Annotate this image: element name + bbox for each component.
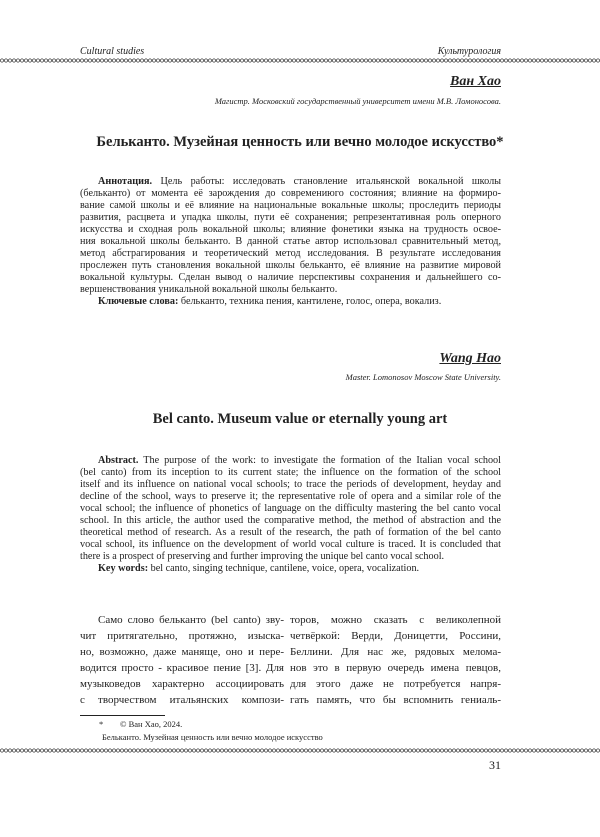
line-text: чит притягательно, протяжно, изыска- [80,630,284,642]
line-text: торов, можно сказать с великолепной [290,614,501,626]
text-line [80,455,501,467]
line-text: искусства и сходная роль вокальной школы; влияние фонетики языка на трудность освое- [80,224,501,235]
text-line [80,491,501,503]
text-line [80,224,501,236]
line-text: Беллини. Для нас же, рядовых мелома- [290,646,501,658]
text-line [80,676,284,692]
text-line [290,628,501,644]
line-text: метод абстрагирования и теоретический метод исследования. В результате исследования [80,248,501,259]
line-text: vocal school, its influence on the development of world vocal culture is traced. It is concluded that [80,539,501,550]
text-line [290,644,501,660]
author-ru: Ван Хао [450,74,501,90]
line-text: для этого даже не потребуется напря- [290,678,501,690]
line-text: водится просто - красивое пение [3]. Для [80,662,284,674]
text-line [290,676,501,692]
keywords-en [80,563,501,575]
running-header-right: Культурология [438,46,501,57]
line-text: прослежен путь становления вокальной школы бельканто, её влияние на развитие мировой [80,260,501,271]
text-line [80,467,501,479]
text-line [80,660,284,676]
text-line [80,527,501,539]
affiliation-en: Master. Lomonosov Moscow State University. [346,372,501,382]
line-text: Цель работы: исследовать становление итальянской вокальной школы [161,176,501,187]
line-text: decline of the school, ways to preserve it; the representative role of opera and a similar role of the [80,491,501,502]
text-line [80,284,501,296]
text-line [290,660,501,676]
line-text: вершенствования уникальной вокальной школы бельканто. [80,284,337,295]
line-text: (бельканто) от момента её зарождения до современиюго состояния; влияние на формиро- [80,188,501,199]
keywords-text: бельканто, техника пения, кантилене, голос, опера, вокализ. [181,296,441,307]
text-line [80,628,284,644]
abstract-ru [80,176,501,296]
footnote-title: Бельканто. Музейная ценность или вечно молодое искусство [102,732,323,742]
text-line [80,200,501,212]
line-text: нов это в первую очередь имена певцов, [290,662,501,674]
text-line [80,188,501,200]
line-text: theoretical method of research. As a result of the research, the path of formation of the bel canto [80,527,501,538]
text-line [80,551,501,563]
line-text: The purpose of the work: to investigate the formation of the Italian vocal school [143,455,501,466]
text-line [80,644,284,660]
text-line [80,260,501,272]
line-text: музыковедов характерно ассоциировать [80,678,284,690]
author-en: Wang Hao [439,351,501,367]
keywords-text: bel canto, singing technique, cantilene, voice, opera, vocalization. [151,563,419,574]
text-line [80,236,501,248]
keywords-label: Key words: [98,563,148,574]
line-text: Само слово бельканто (bel canto) зву- [98,614,284,626]
body-column-right [290,612,501,708]
text-line [290,692,501,708]
footnote-copyright: © Ван Хао, 2024. [120,719,182,729]
line-text: itself and its influence on national vocal schools; to trace the periods of development, heyday and [80,479,501,490]
text-line [80,272,501,284]
line-text: вание самой школы и её влияние на национальные вокальные школы; проследить периоды [80,200,501,211]
text-line [80,539,501,551]
line-text: с творчеством итальянских компози- [80,694,284,706]
line-text: но, возможно, даже маняще, оно и пере- [80,646,284,658]
abstract-section-en [80,455,501,575]
line-text: четвёркой: Верди, Доницетти, Россини, [290,630,501,642]
running-header-left: Cultural studies [80,46,144,57]
text-line [80,612,284,628]
abstract-label: Аннотация. [98,176,152,187]
abstract-en [80,455,501,563]
abstract-label: Abstract. [98,455,138,466]
line-text: ния вокальной школы бельканто. В данной статье автор использовал сравнительный метод, [80,236,501,247]
affiliation-ru: Магистр. Московский государственный университет имени М.В. Ломоносова. [215,96,501,106]
line-text: гать память, что бы вспомнить гениаль- [290,694,501,706]
body-column-left [80,612,284,708]
text-line [80,176,501,188]
line-text: school. In this article, the author used the comparative method, the method of abstraction and the [80,515,501,526]
abstract-section-ru [80,176,501,308]
footnote-rule [80,715,165,716]
page-number: 31 [489,758,501,773]
text-line [80,503,501,515]
line-text: there is a prospect of preserving and further improving the unique bel canto vocal school. [80,551,444,562]
footnote-mark: * [99,719,103,729]
text-line [80,212,501,224]
text-line [80,692,284,708]
line-text: вокальной культуры. Сделан вывод о наличие перспективы сохранения и дальнейшего со- [80,272,501,283]
line-text: развития, расцвета и упадка школы, пути её сохранения; репрезентативная роль оперного [80,212,501,223]
text-line [80,515,501,527]
header-divider [0,58,600,63]
line-text: vocal school; the influence of phonetics of language on the difficulty mastering the bel canto vocal [80,503,501,514]
keywords-label: Ключевые слова: [98,296,178,307]
footer-divider [0,748,600,753]
line-text: (bel canto) from its inception to its current state; the influence on the formation of the school [80,467,501,478]
title-en: Bel canto. Museum value or eternally young art [0,411,600,428]
text-line [290,612,501,628]
keywords-ru [80,296,501,308]
text-line [80,479,501,491]
text-line [80,248,501,260]
title-ru: Бельканто. Музейная ценность или вечно молодое искусство* [0,134,600,151]
